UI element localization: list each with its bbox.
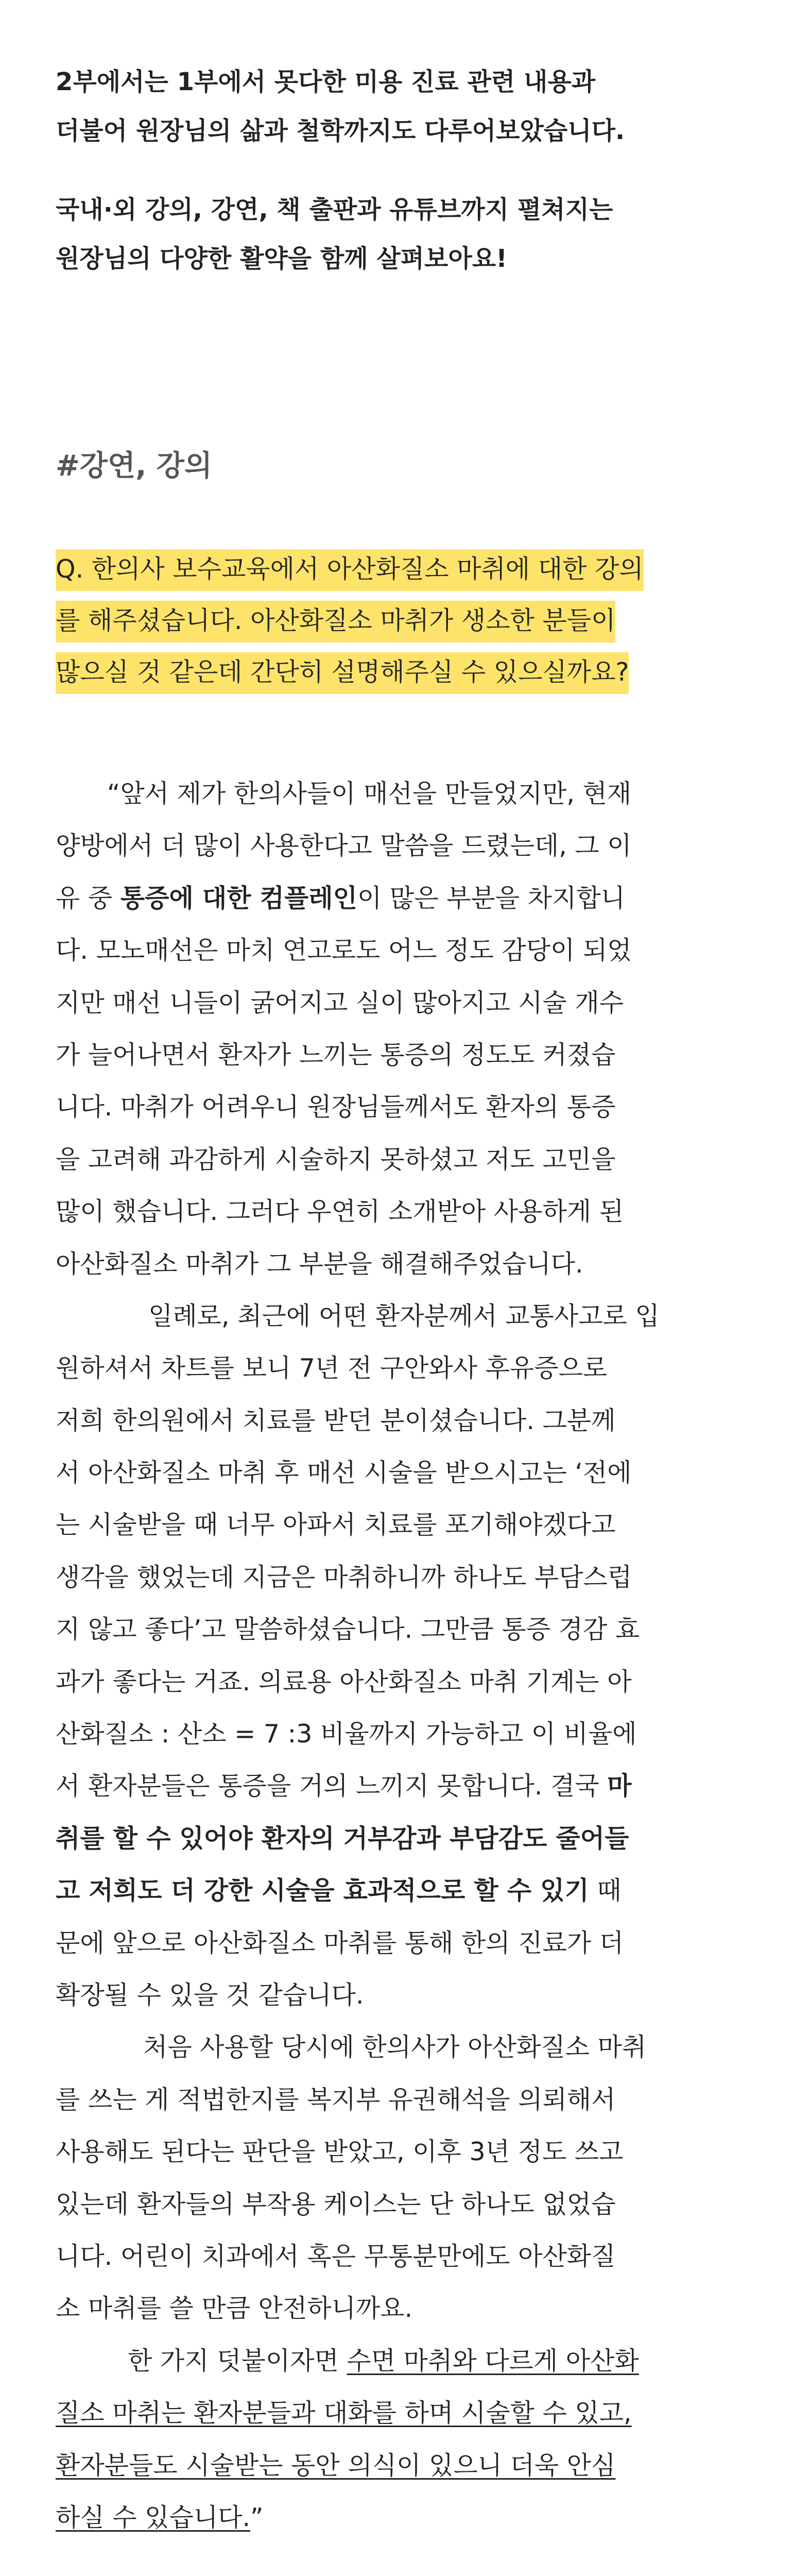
answer-line — [56, 2335, 761, 2387]
underlined-emphasis: 수면 마취와 다르게 아산화 — [347, 2346, 639, 2376]
answer-text: 때 — [589, 1876, 622, 1906]
section-heading: #강연, 강의 — [56, 449, 213, 483]
answer-line: 산화질소 : 산소 = 7 :3 비율까지 가능하고 이 비율에 — [56, 1719, 637, 1749]
answer-line: 소 마취를 쓸 만큼 안전하니까요. — [56, 2294, 413, 2324]
answer-line — [56, 872, 761, 924]
answer-line: 확장될 수 있을 것 같습니다. — [56, 1980, 364, 2010]
answer-line: 처음 사용할 당시에 한의사가 아산화질소 마취 — [143, 2032, 647, 2062]
answer-line: 니다. 마취가 어려우니 원장님들께서도 환자의 통증 — [56, 1092, 616, 1122]
answer-text: 한 가지 덧붙이자면 — [128, 2346, 347, 2376]
answer-line: 생각을 했었는데 지금은 마취하니까 하나도 부담스럽 — [56, 1562, 632, 1592]
answer-line — [56, 2492, 761, 2544]
answer-line: 서 아산화질소 마취 후 매선 시술을 받으시고는 ‘전에 — [56, 1458, 632, 1488]
answer-line — [56, 1865, 761, 1917]
answer-line: 니다. 어린이 치과에서 혹은 무통분만에도 아산화질 — [56, 2241, 616, 2271]
question-highlight: Q. 한의사 보수교육에서 아산화질소 마취에 대한 강의 — [56, 549, 644, 591]
bold-emphasis: 취를 할 수 있어야 환자의 거부감과 부담감도 줄어들 — [56, 1823, 629, 1853]
underlined-emphasis: 환자분들도 시술받는 동안 의식이 있으니 더욱 안심 — [56, 2450, 616, 2480]
question-line — [56, 647, 761, 698]
bold-emphasis: 마 — [607, 1771, 632, 1801]
answer-line: 일례로, 최근에 어떤 환자분께서 교통사고로 입 — [148, 1301, 660, 1331]
answer-line — [56, 2439, 761, 2492]
answer-line: 아산화질소 마취가 그 부분을 해결해주었습니다. — [56, 1249, 583, 1279]
intro-paragraph-1 — [56, 58, 761, 156]
question-line — [56, 595, 761, 647]
answer-line: 문에 앞으로 아산화질소 마취를 통해 한의 진료가 더 — [56, 1928, 624, 1958]
underlined-emphasis: 질소 마취는 환자분들과 대화를 하며 시술할 수 있고, — [56, 2398, 632, 2428]
answer-line: 저희 한의원에서 치료를 받던 분이셨습니다. 그분께 — [56, 1405, 616, 1435]
answer-line: 많이 했습니다. 그러다 우연히 소개받아 사용하게 된 — [56, 1197, 624, 1227]
answer-line — [56, 1812, 761, 1865]
answer-line: 는 시술받을 때 너무 아파서 치료를 포기해야겠다고 — [56, 1510, 616, 1540]
underlined-emphasis: 하실 수 있습니다. — [56, 2502, 251, 2532]
bold-emphasis: 고 저희도 더 강한 시술을 효과적으로 할 수 있기 — [56, 1876, 589, 1906]
answer-line — [56, 1760, 761, 1812]
closing-quote: ” — [250, 2502, 264, 2532]
question-highlight: 많으실 것 같은데 간단히 설명해주실 수 있으실까요? — [56, 652, 629, 694]
answer-line: 원하셔서 차트를 보니 7년 전 구안와사 후유증으로 — [56, 1353, 608, 1383]
answer-line: 가 늘어나면서 환자가 느끼는 통증의 정도도 커졌습 — [56, 1040, 616, 1070]
answer-line — [56, 2387, 761, 2439]
answer-text: 이 많은 부분을 차지합니 — [357, 883, 626, 913]
answer-line: 를 쓰는 게 적법한지를 복지부 유권해석을 의뢰해서 — [56, 2084, 616, 2114]
answer-line: 과가 좋다는 거죠. 의료용 아산화질소 마취 기계는 아 — [56, 1667, 632, 1697]
interview-question — [56, 544, 761, 698]
interview-answer — [56, 768, 761, 2544]
answer-line: 을 고려해 과감하게 시술하지 못하셨고 저도 고민을 — [56, 1144, 616, 1174]
answer-line: 다. 모노매선은 마치 연고로도 어느 정도 감당이 되었 — [56, 936, 632, 965]
answer-line: 사용해도 된다는 판단을 받았고, 이후 3년 정도 쓰고 — [56, 2137, 624, 2167]
intro-line: 더불어 원장님의 삶과 철학까지도 다루어보았습니다. — [56, 116, 625, 145]
answer-line: “앞서 제가 한의사들이 매선을 만들었지만, 현재 — [107, 779, 632, 808]
bold-emphasis: 통증에 대한 컴플레인 — [120, 883, 357, 913]
answer-line: 있는데 환자들의 부작용 케이스는 단 하나도 없었습 — [56, 2189, 616, 2219]
answer-text: 서 환자분들은 통증을 거의 느끼지 못합니다. 결국 — [56, 1771, 608, 1801]
intro-line: 원장님의 다양한 활약을 함께 살펴보아요! — [56, 244, 507, 273]
answer-text: 유 중 — [56, 883, 120, 913]
answer-line: 양방에서 더 많이 사용한다고 말씀을 드렸는데, 그 이 — [56, 831, 632, 861]
intro-paragraph-2 — [56, 185, 761, 283]
intro-line: 2부에서는 1부에서 못다한 미용 진료 관련 내용과 — [56, 67, 596, 96]
question-line — [56, 544, 761, 595]
answer-line: 지 않고 좋다’고 말씀하셨습니다. 그만큼 통증 경감 효 — [56, 1615, 640, 1645]
answer-line: 지만 매선 니들이 굵어지고 실이 많아지고 시술 개수 — [56, 988, 624, 1018]
question-highlight: 를 해주셨습니다. 아산화질소 마취가 생소한 분들이 — [56, 601, 615, 642]
intro-line: 국내·외 강의, 강연, 책 출판과 유튜브까지 펼쳐지는 — [56, 195, 613, 224]
